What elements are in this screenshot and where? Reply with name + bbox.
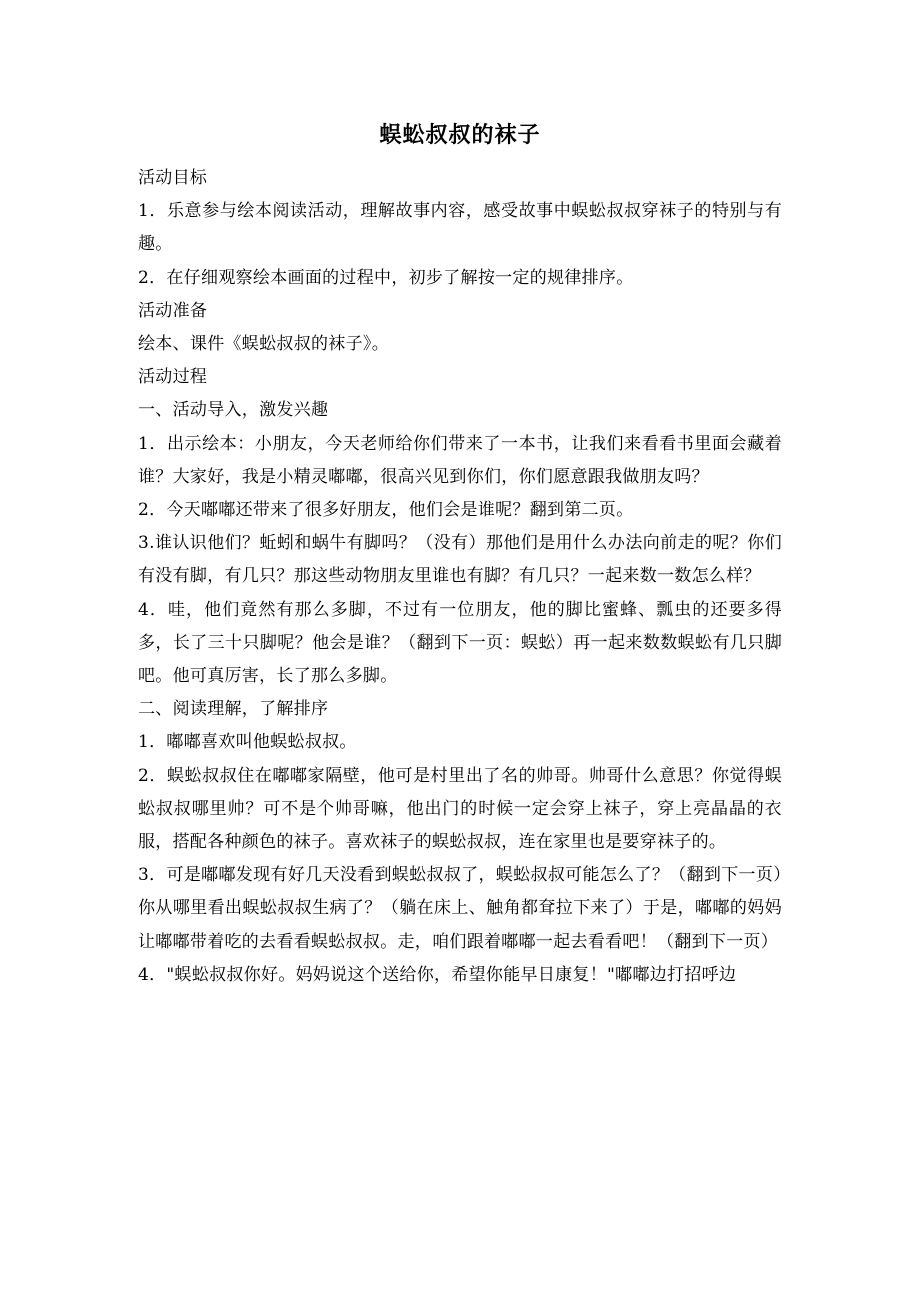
paragraph: 1．嘟嘟喜欢叫他蜈蚣叔叔。 bbox=[138, 732, 357, 753]
document-title: 蜈蚣叔叔的袜子 bbox=[379, 123, 541, 148]
section-heading-process: 活动过程 bbox=[138, 367, 208, 388]
section-heading-preparation: 活动准备 bbox=[138, 300, 208, 321]
paragraph: 4．"蜈蚣叔叔你好。妈妈说这个送给你，希望你能早日康复！"嘟嘟边打招呼边 bbox=[138, 964, 737, 985]
paragraph: 2．在仔细观察绘本画面的过程中，初步了解按一定的规律排序。 bbox=[138, 267, 634, 288]
paragraph: 3.谁认识他们？蚯蚓和蜗牛有脚吗？（没有）那他们是用什么办法向前走的呢？你们有没有脚，有几只？那这些动物朋友里谁也有脚？有几只？一起来数一数怎么样？ bbox=[138, 533, 782, 587]
paragraph: 3．可是嘟嘟发现有好几天没看到蜈蚣叔叔了，蜈蚣叔叔可能怎么了？（翻到下一页）你从哪里看出蜈蚣叔叔生病了？（躺在床上、触角都耷拉下来了）于是，嘟嘟的妈妈让嘟嘟带着吃的去看看蜈蚣叔叔。走，咱们跟着嘟嘟一起去看看吧！（翻到下一页） bbox=[138, 865, 782, 952]
subsection-heading: 一、活动导入，激发兴趣 bbox=[138, 400, 329, 421]
paragraph: 1．出示绘本：小朋友，今天老师给你们带来了一本书，让我们来看看书里面会藏着谁？大家好，我是小精灵嘟嘟，很高兴见到你们，你们愿意跟我做朋友吗？ bbox=[138, 433, 782, 487]
paragraph: 2．今天嘟嘟还带来了很多好朋友，他们会是谁呢？翻到第二页。 bbox=[138, 500, 634, 521]
document-body bbox=[138, 162, 782, 992]
paragraph: 1．乐意参与绘本阅读活动，理解故事内容，感受故事中蜈蚣叔叔穿袜子的特别与有趣。 bbox=[138, 201, 782, 255]
paragraph: 4．哇，他们竟然有那么多脚，不过有一位朋友，他的脚比蜜蜂、瓢虫的还要多得多，长了三十只脚呢？他会是谁？（翻到下一页：蜈蚣）再一起来数数蜈蚣有几只脚吧。他可真厉害，长了那么多脚。 bbox=[138, 599, 782, 687]
subsection-heading: 二、阅读理解，了解排序 bbox=[138, 699, 329, 720]
paragraph: 绘本、课件《蜈蚣叔叔的袜子》。 bbox=[138, 334, 389, 355]
paragraph: 2．蜈蚣叔叔住在嘟嘟家隔壁，他可是村里出了名的帅哥。帅哥什么意思？你觉得蜈蚣叔叔哪里帅？可不是个帅哥嘛，他出门的时候一定会穿上袜子，穿上亮晶晶的衣服，搭配各种颜色的袜子。喜欢袜子的蜈蚣叔叔，连在家里也是要穿袜子的。 bbox=[138, 765, 782, 853]
section-heading-goals: 活动目标 bbox=[138, 168, 208, 188]
